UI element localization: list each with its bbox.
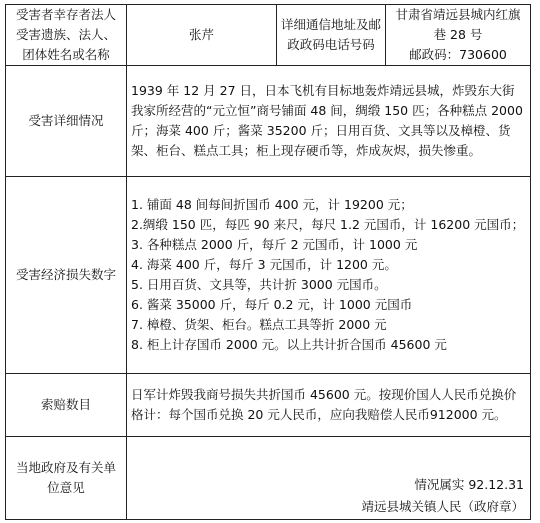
gov-opinion-box: [127, 437, 530, 519]
owner-label-cell: [6, 5, 127, 66]
loss-item: 6. 酱菜 35000 斤，每斤 0.2 元，计 1000 元国币: [131, 297, 413, 312]
details-label: 受害详细情况: [28, 113, 104, 128]
claim-row: [6, 374, 531, 437]
claim-text: 日军计炸毁我商号损失共折国币 45600 元。按现价国人人民币兑换价格计：每个国币兑换 20 元人民币，应向我赔偿人民币912000 元。: [131, 387, 517, 422]
owner-label: 受害者幸存者法人受害遗族、法人、团体姓名或名称: [15, 7, 116, 62]
details-label-cell: [6, 66, 127, 177]
loss-item: 8. 柜上计存国币 2000 元。以上共计折合国币 45600 元: [131, 337, 447, 352]
claim-table: [5, 4, 531, 520]
claim-label-cell: [6, 374, 127, 437]
loss-items-cell: [127, 177, 531, 374]
gov-note: 情况属实 92.12.31: [414, 477, 524, 492]
gov-label: 当地政府及有关单位意见: [15, 460, 116, 495]
loss-item: 2.绸缎 150 匹，每匹 90 来尺，每尺 1.2 元国币，计 16200 元国币；: [131, 217, 525, 232]
gov-label-cell: [6, 437, 127, 520]
loss-item: 7. 樟橙、货架、柜台。糕点工具等折 2000 元: [131, 317, 387, 332]
owner-name-cell: [127, 5, 277, 66]
address-label-cell: [277, 5, 386, 66]
postcode-line: [390, 45, 526, 65]
gov-row: [6, 437, 531, 520]
postcode-label: 邮政码：: [409, 47, 460, 62]
loss-item: 3. 各种糕点 2000 斤，每斤 2 元国币，计 1000 元: [131, 237, 418, 252]
gov-signature: 靖远县城关镇人民（政府章）: [361, 499, 524, 514]
details-text-cell: [127, 66, 531, 177]
loss-item: 5. 日用百货、文具等，共计折 3000 元国币。: [131, 277, 387, 292]
owner-name: 张芹: [188, 27, 214, 42]
postcode-value: 730600: [459, 47, 507, 62]
loss-label: 受害经济损失数字: [15, 267, 116, 282]
gov-opinion-cell: [127, 437, 531, 520]
loss-item: 1. 铺面 48 间每间折国币 400 元，计 19200 元；: [131, 197, 413, 212]
loss-item: 4. 海菜 400 斤，每斤 3 元国币，计 1200 元。: [131, 257, 397, 272]
loss-row: [6, 177, 531, 374]
details-text: 1939 年 12 月 27 日，日本飞机有目标地轰炸靖远县城，炸毁东大街我家所经营的“元立恒”商号铺面 48 间，绸缎 150 匹；各种糕点 2000 斤；海菜 400 斤；酱菜 35200 斤；日用百货、文具等以及樟橙、货架、柜台、糕点工具；柜上现存硬币等，炸成灰烬，损失惨重。: [131, 83, 523, 158]
details-row: [6, 66, 531, 177]
claim-form: [5, 4, 530, 516]
address-value: 甘肃省靖远县城内红旗巷 28 号: [395, 7, 521, 42]
address-cell: [386, 5, 531, 66]
claim-text-cell: [127, 374, 531, 437]
address-label: 详细通信地址及邮政政码电话号码: [281, 17, 382, 52]
claim-label: 索赔数目: [40, 397, 91, 412]
loss-label-cell: [6, 177, 127, 374]
owner-row: [6, 5, 531, 66]
